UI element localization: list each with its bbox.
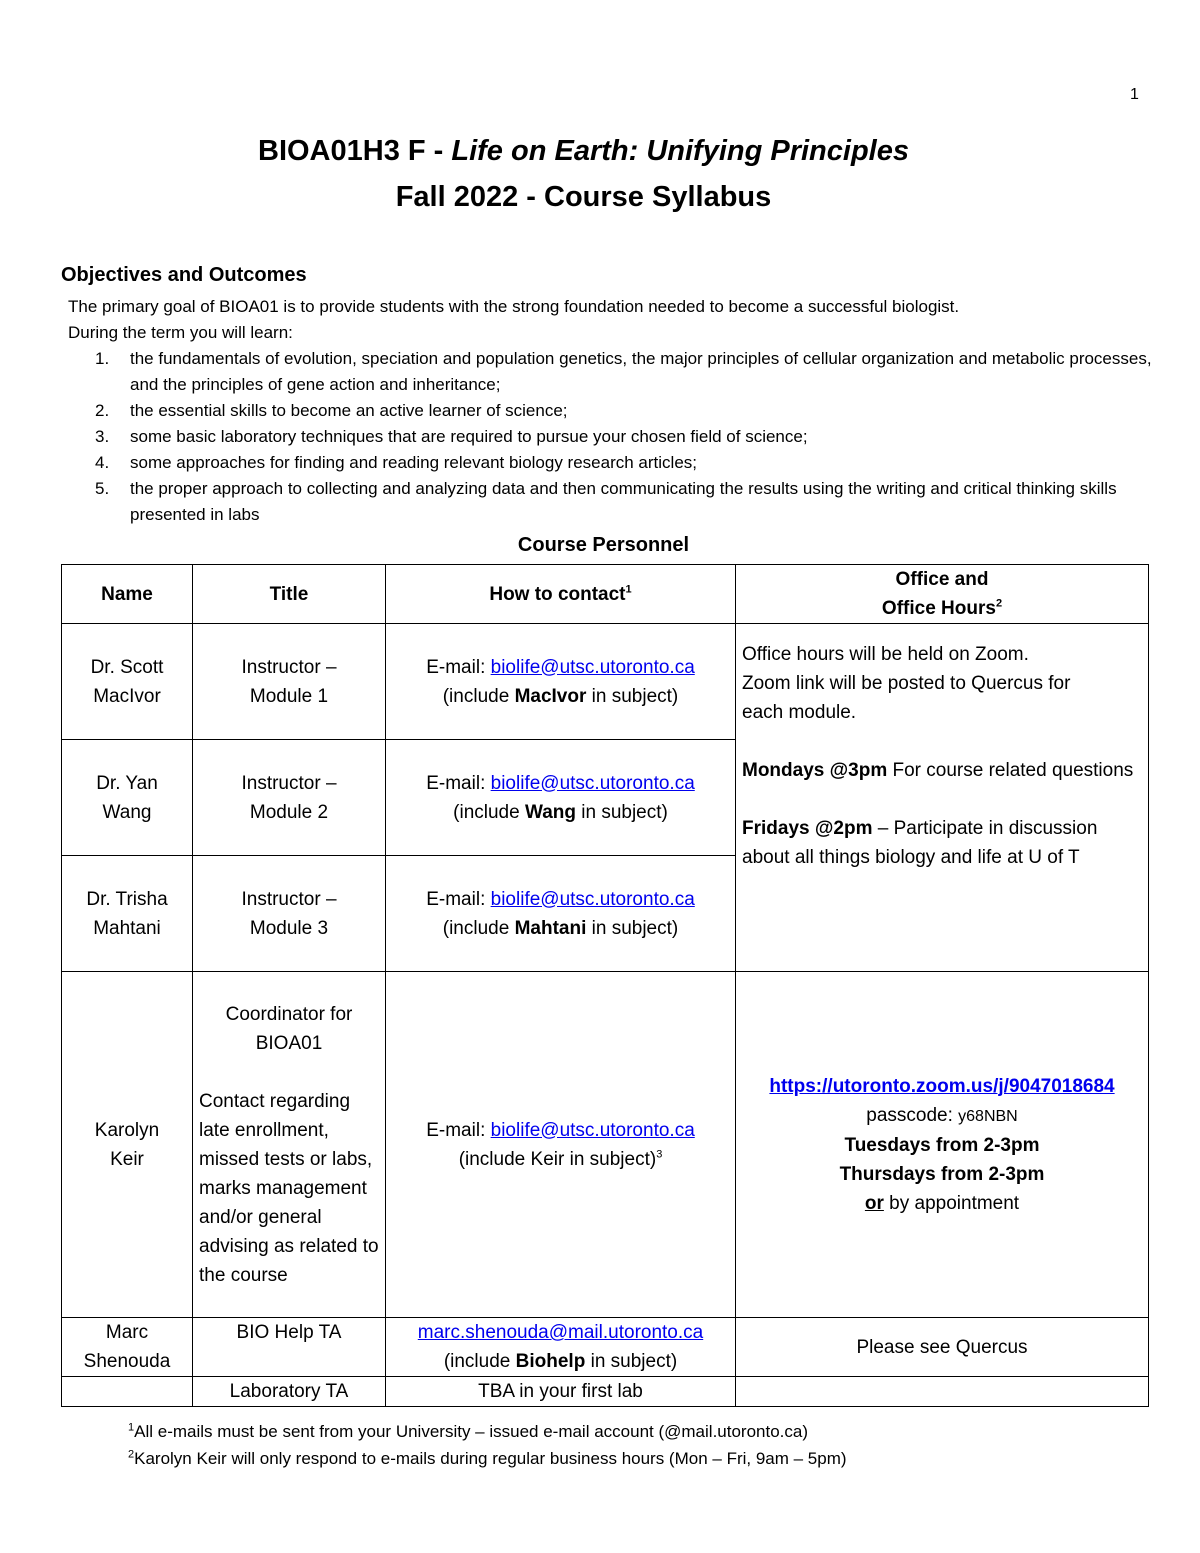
course-code: BIOA01H3 F - xyxy=(258,135,452,167)
cell-title: Instructor – Module 1 xyxy=(193,624,386,740)
cell-title: Instructor – Module 3 xyxy=(193,856,386,972)
footnote-1: $^1$All e-mails must be sent from your University – issued e-mail account (@mail.utoronto.ca) xyxy=(128,1421,809,1441)
cell-title: BIO Help TA xyxy=(193,1318,386,1377)
column-header-contact: How to contact$^1$ xyxy=(386,565,736,624)
intro-line-2: During the term you will learn: xyxy=(68,323,293,342)
course-name: Life on Earth: Unifying Principles xyxy=(451,135,909,167)
cell-contact: TBA in your first lab xyxy=(386,1377,736,1407)
list-item-number: 1. xyxy=(95,349,110,368)
email-link[interactable]: biolife@utsc.utoronto.ca xyxy=(490,888,695,910)
email-link[interactable]: biolife@utsc.utoronto.ca xyxy=(490,772,695,794)
column-header-name: Name xyxy=(62,565,193,624)
zoom-link[interactable]: https://utoronto.zoom.us/j/9047018684 xyxy=(769,1075,1115,1097)
cell-contact: E-mail: biolife@utsc.utoronto.ca (include MacIvor in subject) xyxy=(386,624,736,740)
list-item-text: some approaches for finding and reading relevant biology research articles; xyxy=(130,453,697,472)
title-line-2: Fall 2022 - Course Syllabus xyxy=(395,181,772,213)
personnel-table xyxy=(61,564,1149,1407)
cell-title: Instructor – Module 2 xyxy=(193,740,386,856)
table-header-row xyxy=(62,565,1149,624)
zoom-passcode: y68NBN xyxy=(958,1107,1018,1125)
cell-office-hours: Please see Quercus xyxy=(736,1318,1149,1377)
list-item xyxy=(68,346,1158,398)
footnote-2: $^2$Karolyn Keir will only respond to e-mails during regular business hours (Mon – Fri, 9am – 5pm) xyxy=(128,1448,847,1468)
cell-office-hours-instructors: Office hours will be held on Zoom. Zoom link will be posted to Quercus for each module. Mondays @3pm For course related questions Fridays @2pm – Participate in discussion about all things biology and life at U of T xyxy=(736,624,1149,972)
email-link[interactable]: biolife@utsc.utoronto.ca xyxy=(490,656,695,678)
cell-contact: E-mail: biolife@utsc.utoronto.ca (include Mahtani in subject) xyxy=(386,856,736,972)
cell-name xyxy=(62,1377,193,1407)
title-line-1 xyxy=(0,128,1167,174)
email-link[interactable]: marc.shenouda@mail.utoronto.ca xyxy=(417,1322,704,1343)
list-item-number: 5. xyxy=(95,479,110,498)
cell-title: Coordinator for BIOA01 Contact regarding late enrollment, missed tests or labs, marks management and/or general advising as related to the course xyxy=(193,972,386,1318)
list-item-number: 4. xyxy=(95,453,110,472)
footnote-ref: 2 xyxy=(995,597,1003,610)
table-row xyxy=(62,624,1149,740)
objectives-intro xyxy=(68,294,1158,346)
footnote-ref: 1 xyxy=(625,583,632,596)
list-item-number: 3. xyxy=(95,427,110,446)
cell-name: Karolyn Keir xyxy=(62,972,193,1318)
personnel-table-title: Course Personnel xyxy=(517,534,690,556)
coordinator-duties: Contact regarding late enrollment, missed tests or labs, marks management and/or general advising as related to the course xyxy=(199,1090,379,1286)
cell-title: Laboratory TA xyxy=(193,1377,386,1407)
cell-office-hours xyxy=(736,1377,1149,1407)
email-link[interactable]: biolife@utsc.utoronto.ca xyxy=(490,1119,695,1141)
list-item xyxy=(68,398,1158,424)
mondays-hours: Mondays @3pm xyxy=(742,760,888,781)
cell-contact: E-mail: biolife@utsc.utoronto.ca (include Keir in subject)$^3$ xyxy=(386,972,736,1318)
list-item-text: the essential skills to become an active learner of science; xyxy=(130,401,568,420)
table-row xyxy=(62,1318,1149,1377)
footnotes xyxy=(128,1418,847,1472)
list-item-text: some basic laboratory techniques that are required to pursue your chosen field of science; xyxy=(130,427,808,446)
cell-contact: E-mail: biolife@utsc.utoronto.ca (include Wang in subject) xyxy=(386,740,736,856)
intro-line-1: The primary goal of BIOA01 is to provide students with the strong foundation needed to become a successful biologist. xyxy=(68,297,960,316)
column-header-title: Title xyxy=(193,565,386,624)
cell-name: Dr. Trisha Mahtani xyxy=(62,856,193,972)
list-item xyxy=(68,476,1158,528)
list-item-text: the proper approach to collecting and analyzing data and then communicating the results using the writing and critical thinking skills presented in labs xyxy=(130,479,1117,524)
page-number: 1 xyxy=(1130,86,1139,103)
list-item-text: the fundamentals of evolution, speciation and population genetics, the major principles of cellular organization and metabolic processes, and the principles of gene action and inheritance; xyxy=(130,349,1152,394)
fridays-hours: Fridays @2pm xyxy=(742,818,873,839)
list-item xyxy=(68,424,1158,450)
cell-contact: marc.shenouda@mail.utoronto.ca (include Biohelp in subject) xyxy=(386,1318,736,1377)
page-title xyxy=(0,128,1167,220)
objectives-heading: Objectives and Outcomes xyxy=(61,264,307,286)
cell-office-hours-coordinator: https://utoronto.zoom.us/j/9047018684 passcode: y68NBN Tuesdays from 2-3pm Thursdays from 2-3pm or by appointment xyxy=(736,972,1149,1318)
column-header-office-hours: Office and Office Hours$^2$ xyxy=(736,565,1149,624)
footnote-ref: 3 xyxy=(656,1148,663,1161)
list-item xyxy=(68,450,1158,476)
objectives-list xyxy=(68,346,1158,528)
cell-name: Marc Shenouda xyxy=(62,1318,193,1377)
cell-name: Dr. Scott MacIvor xyxy=(62,624,193,740)
table-row xyxy=(62,972,1149,1318)
table-row xyxy=(62,1377,1149,1407)
list-item-number: 2. xyxy=(95,401,110,420)
cell-name: Dr. Yan Wang xyxy=(62,740,193,856)
